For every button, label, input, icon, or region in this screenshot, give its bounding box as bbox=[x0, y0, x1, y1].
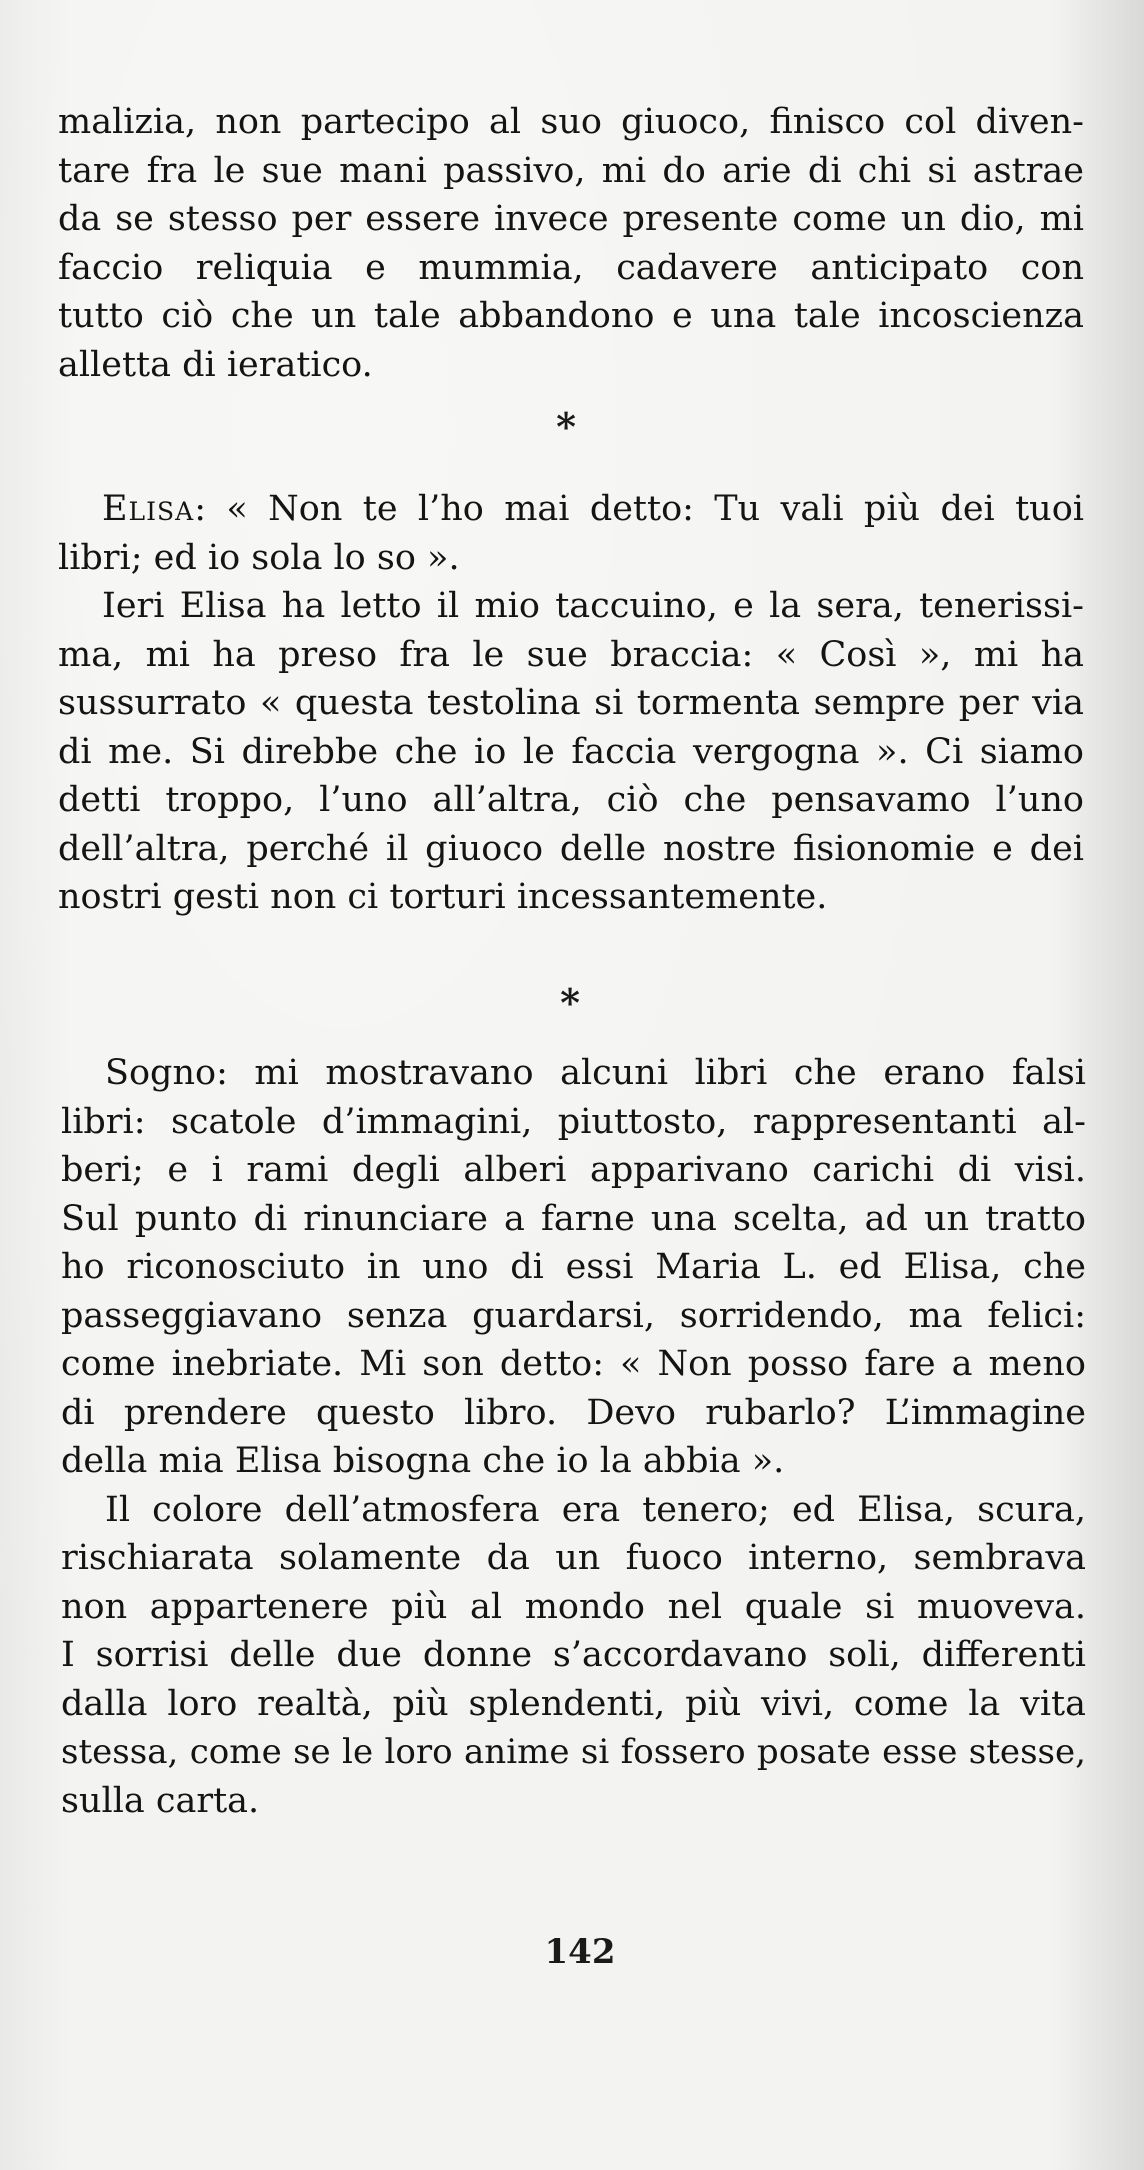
text-line: stessa, come se le loro anime si fossero posate esse stesse, bbox=[61, 1732, 1086, 1772]
text-line: alletta di ieratico. bbox=[58, 344, 373, 385]
text-line: di me. Si direbbe che io le faccia vergogna ». Ci siamo bbox=[58, 731, 1084, 772]
text-line: libri: scatole d’immagini, piuttosto, rappresentanti al- bbox=[61, 1101, 1086, 1142]
text-line: dalla loro realtà, più splendenti, più vivi, come la vita bbox=[61, 1683, 1086, 1724]
text-line: sussurrato « questa testolina si tormenta sempre per via bbox=[58, 683, 1084, 723]
text-line: ma, mi ha preso fra le sue braccia: « Così », mi ha bbox=[58, 634, 1084, 675]
text-line: Sul punto di rinunciare a farne una scelta, ad un tratto bbox=[61, 1198, 1086, 1239]
text-line: tare fra le sue mani passivo, mi do arie di chi si astrae bbox=[58, 150, 1084, 191]
text-line: rischiarata solamente da un fuoco interno, sembrava bbox=[61, 1538, 1086, 1578]
text-line: libri; ed io sola lo so ». bbox=[58, 537, 460, 578]
text-line: I sorrisi delle due donne s’accordavano soli, differenti bbox=[61, 1635, 1086, 1675]
paragraph-block-3 bbox=[61, 1049, 1086, 1825]
text-line: di prendere questo libro. Devo rubarlo? L’immagine bbox=[61, 1392, 1086, 1433]
text-line bbox=[58, 485, 1084, 534]
text-line: faccio reliquia e mummia, cadavere anticipato con bbox=[58, 247, 1084, 288]
text-line: detti troppo, l’uno all’altra, ciò che pensavamo l’uno bbox=[58, 780, 1084, 820]
text-line: come inebriate. Mi son detto: « Non posso fare a meno bbox=[61, 1344, 1086, 1384]
text-line: malizia, non partecipo al suo giuoco, finisco col diven- bbox=[58, 102, 1084, 142]
text-line: nostri gesti non ci torturi incessantemente. bbox=[58, 877, 828, 917]
text-line: dell’altra, perché il giuoco delle nostre fisionomie e dei bbox=[58, 828, 1084, 869]
text-line: Il colore dell’atmosfera era tenero; ed Elisa, scura, bbox=[105, 1489, 1086, 1530]
paragraph-block-2 bbox=[58, 485, 1084, 922]
text-line: passeggiavano senza guardarsi, sorridendo, ma felici: bbox=[61, 1295, 1086, 1336]
text-line: non appartenere più al mondo nel quale si muoveva. bbox=[61, 1586, 1086, 1627]
text-line: Sogno: mi mostravano alcuni libri che erano falsi bbox=[105, 1053, 1086, 1093]
section-separator: * bbox=[556, 404, 576, 449]
page-number: 142 bbox=[544, 1932, 616, 1972]
text-line: tutto ciò che un tale abbandono e una tale incoscienza bbox=[58, 296, 1084, 336]
text-line: sulla carta. bbox=[61, 1780, 260, 1821]
speaker-name: Elisa bbox=[102, 489, 195, 529]
text-line: da se stesso per essere invece presente come un dio, mi bbox=[58, 199, 1084, 239]
text-line: ho riconosciuto in uno di essi Maria L. ed Elisa, che bbox=[61, 1247, 1086, 1287]
text-line: della mia Elisa bisogna che io la abbia ». bbox=[61, 1441, 785, 1481]
text-line: Ieri Elisa ha letto il mio taccuino, e la sera, tenerissi- bbox=[102, 586, 1084, 626]
speaker-line-text: : « Non te l’ho mai detto: Tu vali più dei tuoi bbox=[194, 489, 1084, 529]
section-separator: * bbox=[560, 980, 580, 1025]
text-line: beri; e i rami degli alberi apparivano carichi di visi. bbox=[61, 1150, 1086, 1190]
paragraph-block-1 bbox=[58, 98, 1084, 389]
